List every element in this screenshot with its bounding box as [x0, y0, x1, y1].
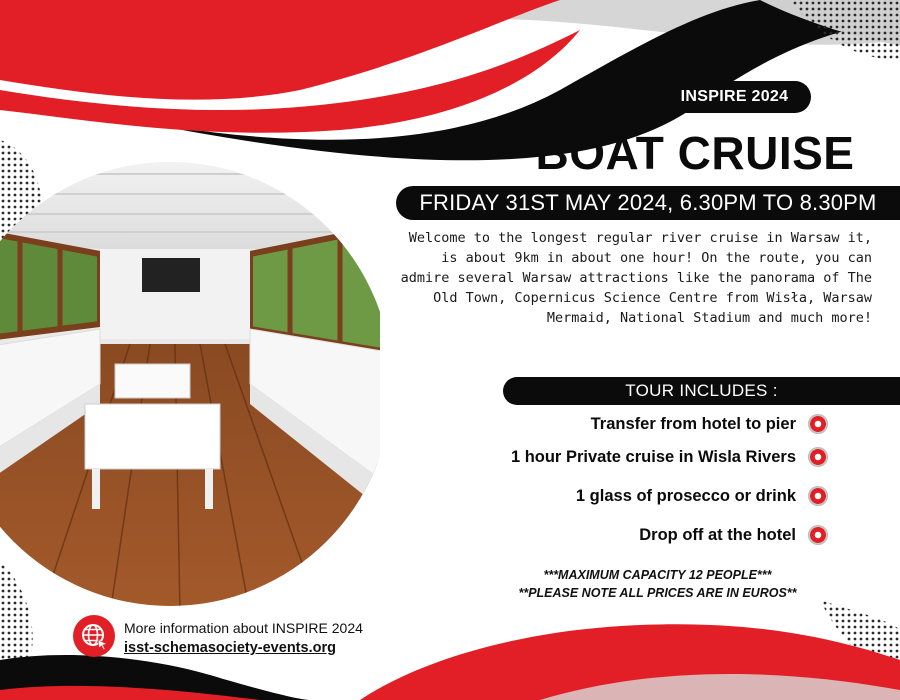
page-title: BOAT CRUISE — [535, 127, 855, 179]
footer-info — [124, 619, 363, 658]
bullet-icon — [808, 486, 828, 506]
event-datetime: FRIDAY 31ST MAY 2024, 6.30PM TO 8.30PM — [396, 186, 900, 220]
boat-interior-photo — [0, 154, 380, 614]
tour-item — [591, 414, 828, 434]
globe-cursor-icon — [73, 615, 115, 657]
tour-item-label: Drop off at the hotel — [639, 525, 796, 544]
tour-item-label: Transfer from hotel to pier — [590, 414, 796, 433]
footer-info-text: More information about INSPIRE 2024 — [124, 620, 363, 636]
notes — [470, 566, 845, 602]
bullet-icon — [808, 414, 828, 434]
tour-item — [511, 447, 828, 467]
prices-note: **PLEASE NOTE ALL PRICES ARE IN EUROS** — [518, 586, 797, 600]
tour-item-label: 1 hour Private cruise in Wisla Rivers — [510, 447, 796, 466]
tour-item — [639, 525, 828, 545]
website-link[interactable]: isst-schemasociety-events.org — [124, 640, 336, 656]
capacity-note: ***MAXIMUM CAPACITY 12 PEOPLE*** — [543, 568, 772, 582]
bullet-icon — [808, 525, 828, 545]
bullet-icon — [808, 447, 828, 467]
event-badge: INSPIRE 2024 — [658, 81, 811, 113]
tour-heading: TOUR INCLUDES : — [503, 377, 900, 405]
event-description: Welcome to the longest regular river cruise in Warsaw it, is about 9km in about one hour! On the route, you can admire several Warsaw attractions like the panorama of The Old Town, Copernicus Science Centre from Wisła, Warsaw Mermaid, National Stadium and much more! — [400, 230, 872, 326]
tour-item-label: 1 glass of prosecco or drink — [575, 486, 796, 505]
tour-item — [576, 486, 828, 506]
